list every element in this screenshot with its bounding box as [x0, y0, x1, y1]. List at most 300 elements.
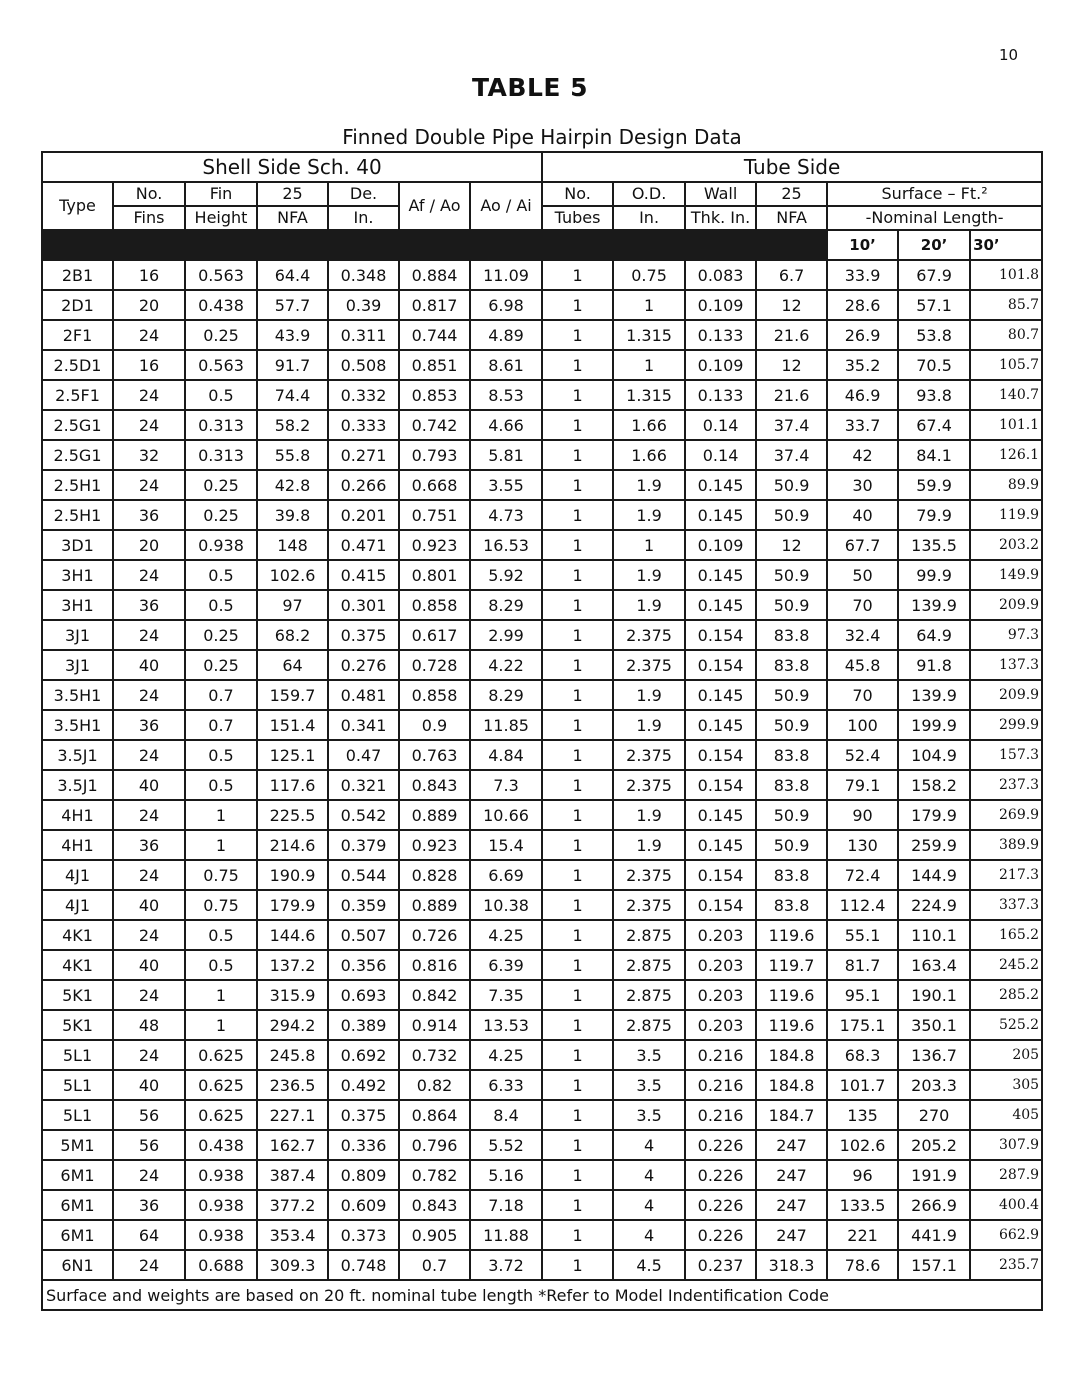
cell-od: 3.5: [613, 1070, 685, 1100]
cell-fins: 40: [113, 770, 185, 800]
cell-fin-height: 0.938: [185, 1160, 257, 1190]
cell-surface-30: 157.3: [970, 740, 1042, 770]
cell-od: 4: [613, 1160, 685, 1190]
table-row: [42, 1070, 1042, 1100]
cell-tubes: 1: [542, 1160, 613, 1190]
col-fins-header-2: Fins: [113, 206, 185, 230]
table-row: [42, 1040, 1042, 1070]
table-row: [42, 920, 1042, 950]
cell-af-ao: 0.617: [399, 620, 470, 650]
cell-surface-20: 163.4: [898, 950, 970, 980]
cell-surface-10: 70: [827, 680, 898, 710]
cell-tubes: 1: [542, 500, 613, 530]
cell-fin-height: 0.313: [185, 410, 257, 440]
cell-surface-20: 441.9: [898, 1220, 970, 1250]
cell-od: 4: [613, 1130, 685, 1160]
cell-nfa-tube: 318.3: [756, 1250, 827, 1280]
cell-ao-ai: 11.85: [470, 710, 542, 740]
cell-surface-10: 175.1: [827, 1010, 898, 1040]
cell-af-ao: 0.858: [399, 590, 470, 620]
table-row: [42, 1160, 1042, 1190]
cell-tubes: 1: [542, 560, 613, 590]
table-row: [42, 560, 1042, 590]
cell-de: 0.348: [328, 260, 399, 290]
cell-af-ao: 0.828: [399, 860, 470, 890]
cell-wall: 0.145: [685, 470, 756, 500]
cell-type: 3.5J1: [42, 770, 113, 800]
table-row: [42, 1130, 1042, 1160]
cell-surface-20: 84.1: [898, 440, 970, 470]
cell-fins: 24: [113, 380, 185, 410]
cell-af-ao: 0.796: [399, 1130, 470, 1160]
col-od-header-2: In.: [613, 206, 685, 230]
col-type-header: Type: [42, 182, 113, 230]
cell-af-ao: 0.843: [399, 1190, 470, 1220]
shell-side-header: Shell Side Sch. 40: [42, 152, 542, 182]
cell-af-ao: 0.843: [399, 770, 470, 800]
cell-de: 0.379: [328, 830, 399, 860]
cell-af-ao: 0.816: [399, 950, 470, 980]
cell-surface-20: 203.3: [898, 1070, 970, 1100]
cell-surface-20: 139.9: [898, 680, 970, 710]
cell-tubes: 1: [542, 740, 613, 770]
cell-od: 2.875: [613, 980, 685, 1010]
cell-de: 0.508: [328, 350, 399, 380]
cell-surface-30: 405: [970, 1100, 1042, 1130]
cell-af-ao: 0.889: [399, 890, 470, 920]
cell-od: 1.315: [613, 320, 685, 350]
cell-surface-20: 191.9: [898, 1160, 970, 1190]
cell-surface-20: 179.9: [898, 800, 970, 830]
cell-type: 3J1: [42, 620, 113, 650]
cell-fin-height: 0.5: [185, 380, 257, 410]
cell-surface-10: 96: [827, 1160, 898, 1190]
cell-nfa-shell: 387.4: [257, 1160, 328, 1190]
cell-nfa-shell: 315.9: [257, 980, 328, 1010]
table-row: [42, 440, 1042, 470]
cell-type: 3H1: [42, 560, 113, 590]
cell-od: 2.375: [613, 860, 685, 890]
cell-type: 4J1: [42, 860, 113, 890]
cell-surface-20: 350.1: [898, 1010, 970, 1040]
cell-fin-height: 0.25: [185, 470, 257, 500]
cell-wall: 0.145: [685, 590, 756, 620]
cell-fins: 24: [113, 470, 185, 500]
cell-surface-30: 205: [970, 1040, 1042, 1070]
cell-tubes: 1: [542, 290, 613, 320]
cell-surface-10: 100: [827, 710, 898, 740]
cell-surface-10: 67.7: [827, 530, 898, 560]
cell-wall: 0.109: [685, 530, 756, 560]
cell-wall: 0.216: [685, 1070, 756, 1100]
cell-fins: 24: [113, 620, 185, 650]
cell-type: 4K1: [42, 950, 113, 980]
cell-tubes: 1: [542, 1250, 613, 1280]
cell-fins: 24: [113, 320, 185, 350]
cell-surface-20: 104.9: [898, 740, 970, 770]
cell-ao-ai: 6.69: [470, 860, 542, 890]
cell-type: 5L1: [42, 1040, 113, 1070]
cell-surface-20: 224.9: [898, 890, 970, 920]
cell-nfa-tube: 21.6: [756, 320, 827, 350]
cell-ao-ai: 5.16: [470, 1160, 542, 1190]
cell-tubes: 1: [542, 470, 613, 500]
cell-de: 0.266: [328, 470, 399, 500]
cell-surface-20: 157.1: [898, 1250, 970, 1280]
cell-tubes: 1: [542, 1130, 613, 1160]
cell-ao-ai: 10.38: [470, 890, 542, 920]
cell-nfa-tube: 50.9: [756, 680, 827, 710]
cell-nfa-shell: 377.2: [257, 1190, 328, 1220]
cell-tubes: 1: [542, 950, 613, 980]
cell-surface-20: 110.1: [898, 920, 970, 950]
table-row: [42, 860, 1042, 890]
cell-surface-30: 119.9: [970, 500, 1042, 530]
cell-fin-height: 0.5: [185, 770, 257, 800]
cell-fins: 24: [113, 800, 185, 830]
table-row: [42, 710, 1042, 740]
col-de-header-1: De.: [328, 182, 399, 206]
cell-de: 0.39: [328, 290, 399, 320]
cell-fins: 36: [113, 590, 185, 620]
cell-od: 1: [613, 290, 685, 320]
cell-tubes: 1: [542, 680, 613, 710]
cell-nfa-tube: 119.6: [756, 1010, 827, 1040]
cell-fins: 24: [113, 1160, 185, 1190]
cell-fin-height: 0.5: [185, 590, 257, 620]
cell-ao-ai: 4.84: [470, 740, 542, 770]
cell-nfa-shell: 148: [257, 530, 328, 560]
table-row: [42, 590, 1042, 620]
cell-af-ao: 0.923: [399, 530, 470, 560]
cell-surface-20: 93.8: [898, 380, 970, 410]
cell-od: 1.9: [613, 710, 685, 740]
table-row: [42, 1100, 1042, 1130]
cell-nfa-tube: 37.4: [756, 410, 827, 440]
cell-surface-30: 209.9: [970, 680, 1042, 710]
cell-surface-20: 139.9: [898, 590, 970, 620]
cell-surface-30: 105.7: [970, 350, 1042, 380]
table-row: [42, 980, 1042, 1010]
cell-surface-10: 46.9: [827, 380, 898, 410]
cell-fins: 24: [113, 980, 185, 1010]
cell-fins: 40: [113, 650, 185, 680]
cell-type: 3.5H1: [42, 680, 113, 710]
cell-de: 0.356: [328, 950, 399, 980]
cell-surface-20: 158.2: [898, 770, 970, 800]
cell-fin-height: 0.25: [185, 650, 257, 680]
cell-de: 0.359: [328, 890, 399, 920]
cell-af-ao: 0.884: [399, 260, 470, 290]
col-nfa-tube-header-1: 25: [756, 182, 827, 206]
cell-nfa-tube: 247: [756, 1160, 827, 1190]
cell-od: 1.66: [613, 410, 685, 440]
cell-de: 0.481: [328, 680, 399, 710]
cell-nfa-tube: 21.6: [756, 380, 827, 410]
cell-tubes: 1: [542, 980, 613, 1010]
cell-af-ao: 0.851: [399, 350, 470, 380]
cell-nfa-tube: 50.9: [756, 710, 827, 740]
cell-af-ao: 0.9: [399, 710, 470, 740]
cell-nfa-tube: 119.6: [756, 980, 827, 1010]
cell-fins: 16: [113, 260, 185, 290]
cell-type: 4H1: [42, 830, 113, 860]
cell-surface-20: 64.9: [898, 620, 970, 650]
cell-nfa-shell: 91.7: [257, 350, 328, 380]
cell-tubes: 1: [542, 350, 613, 380]
cell-surface-30: 203.2: [970, 530, 1042, 560]
cell-surface-10: 40: [827, 500, 898, 530]
length-30-header: 30’: [970, 230, 1042, 260]
cell-wall: 0.109: [685, 290, 756, 320]
col-nfa-tube-header-2: NFA: [756, 206, 827, 230]
cell-od: 2.875: [613, 1010, 685, 1040]
cell-fin-height: 0.625: [185, 1070, 257, 1100]
cell-fin-height: 0.5: [185, 920, 257, 950]
cell-od: 3.5: [613, 1100, 685, 1130]
cell-nfa-shell: 294.2: [257, 1010, 328, 1040]
cell-de: 0.341: [328, 710, 399, 740]
cell-nfa-shell: 74.4: [257, 380, 328, 410]
cell-de: 0.332: [328, 380, 399, 410]
cell-surface-10: 45.8: [827, 650, 898, 680]
col-wall-header-2: Thk. In.: [685, 206, 756, 230]
cell-surface-10: 221: [827, 1220, 898, 1250]
cell-fin-height: 0.5: [185, 950, 257, 980]
cell-surface-30: 237.3: [970, 770, 1042, 800]
cell-od: 1.9: [613, 680, 685, 710]
cell-type: 2.5D1: [42, 350, 113, 380]
cell-surface-30: 126.1: [970, 440, 1042, 470]
cell-fin-height: 0.938: [185, 1220, 257, 1250]
cell-af-ao: 0.668: [399, 470, 470, 500]
cell-wall: 0.154: [685, 770, 756, 800]
cell-ao-ai: 7.3: [470, 770, 542, 800]
cell-ao-ai: 4.66: [470, 410, 542, 440]
cell-nfa-tube: 50.9: [756, 470, 827, 500]
cell-surface-20: 144.9: [898, 860, 970, 890]
cell-de: 0.373: [328, 1220, 399, 1250]
cell-surface-20: 70.5: [898, 350, 970, 380]
cell-ao-ai: 2.99: [470, 620, 542, 650]
cell-surface-30: 287.9: [970, 1160, 1042, 1190]
cell-ao-ai: 5.52: [470, 1130, 542, 1160]
table-subtitle: Finned Double Pipe Hairpin Design Data: [342, 125, 742, 149]
cell-type: 2.5F1: [42, 380, 113, 410]
cell-nfa-shell: 43.9: [257, 320, 328, 350]
table-row: [42, 350, 1042, 380]
page-number: 10: [999, 46, 1019, 64]
cell-fins: 36: [113, 1190, 185, 1220]
cell-af-ao: 0.905: [399, 1220, 470, 1250]
cell-nfa-shell: 64.4: [257, 260, 328, 290]
cell-type: 3D1: [42, 530, 113, 560]
cell-surface-10: 112.4: [827, 890, 898, 920]
cell-surface-30: 299.9: [970, 710, 1042, 740]
cell-surface-20: 135.5: [898, 530, 970, 560]
length-header-row: [42, 230, 1042, 260]
cell-af-ao: 0.817: [399, 290, 470, 320]
table-row: [42, 320, 1042, 350]
footnote: Surface and weights are based on 20 ft. nominal tube length *Refer to Model Indentification Code: [42, 1280, 1042, 1310]
cell-nfa-shell: 144.6: [257, 920, 328, 950]
cell-surface-20: 67.4: [898, 410, 970, 440]
cell-wall: 0.154: [685, 620, 756, 650]
cell-de: 0.301: [328, 590, 399, 620]
cell-de: 0.375: [328, 1100, 399, 1130]
cell-surface-30: 149.9: [970, 560, 1042, 590]
cell-surface-10: 81.7: [827, 950, 898, 980]
cell-wall: 0.154: [685, 740, 756, 770]
cell-type: 4H1: [42, 800, 113, 830]
col-tubes-header-1: No.: [542, 182, 613, 206]
table-row: [42, 470, 1042, 500]
cell-wall: 0.226: [685, 1160, 756, 1190]
black-bar: [42, 230, 827, 260]
cell-surface-10: 55.1: [827, 920, 898, 950]
cell-tubes: 1: [542, 860, 613, 890]
length-20-header: 20’: [898, 230, 970, 260]
cell-type: 5K1: [42, 980, 113, 1010]
cell-fin-height: 0.625: [185, 1040, 257, 1070]
cell-nfa-shell: 309.3: [257, 1250, 328, 1280]
cell-type: 4J1: [42, 890, 113, 920]
cell-tubes: 1: [542, 1010, 613, 1040]
cell-wall: 0.216: [685, 1100, 756, 1130]
cell-tubes: 1: [542, 1040, 613, 1070]
cell-ao-ai: 16.53: [470, 530, 542, 560]
cell-af-ao: 0.744: [399, 320, 470, 350]
cell-ao-ai: 8.4: [470, 1100, 542, 1130]
cell-od: 2.375: [613, 620, 685, 650]
cell-fin-height: 0.7: [185, 710, 257, 740]
table-row: [42, 410, 1042, 440]
cell-af-ao: 0.763: [399, 740, 470, 770]
cell-surface-20: 259.9: [898, 830, 970, 860]
cell-tubes: 1: [542, 1220, 613, 1250]
cell-fin-height: 0.438: [185, 290, 257, 320]
cell-type: 2D1: [42, 290, 113, 320]
col-fins-header-1: No.: [113, 182, 185, 206]
col-ao-ai-header: Ao / Ai: [470, 182, 542, 230]
cell-surface-30: 337.3: [970, 890, 1042, 920]
cell-surface-30: 165.2: [970, 920, 1042, 950]
cell-fins: 36: [113, 710, 185, 740]
cell-wall: 0.216: [685, 1040, 756, 1070]
cell-ao-ai: 4.25: [470, 920, 542, 950]
cell-surface-20: 205.2: [898, 1130, 970, 1160]
cell-de: 0.542: [328, 800, 399, 830]
cell-de: 0.321: [328, 770, 399, 800]
cell-fin-height: 0.625: [185, 1100, 257, 1130]
cell-surface-30: 209.9: [970, 590, 1042, 620]
col-fin-height-header-1: Fin: [185, 182, 257, 206]
cell-de: 0.692: [328, 1040, 399, 1070]
cell-tubes: 1: [542, 650, 613, 680]
cell-fins: 24: [113, 560, 185, 590]
cell-od: 1.9: [613, 470, 685, 500]
cell-nfa-shell: 42.8: [257, 470, 328, 500]
cell-type: 2.5G1: [42, 440, 113, 470]
cell-type: 5L1: [42, 1070, 113, 1100]
cell-tubes: 1: [542, 890, 613, 920]
cell-fins: 36: [113, 830, 185, 860]
col-nfa-shell-header-1: 25: [257, 182, 328, 206]
cell-ao-ai: 4.22: [470, 650, 542, 680]
cell-surface-30: 269.9: [970, 800, 1042, 830]
cell-tubes: 1: [542, 1070, 613, 1100]
cell-de: 0.271: [328, 440, 399, 470]
table-row: [42, 1010, 1042, 1040]
cell-af-ao: 0.726: [399, 920, 470, 950]
col-af-ao-header: Af / Ao: [399, 182, 470, 230]
cell-fins: 24: [113, 740, 185, 770]
cell-fin-height: 0.25: [185, 320, 257, 350]
cell-wall: 0.083: [685, 260, 756, 290]
cell-de: 0.336: [328, 1130, 399, 1160]
cell-nfa-tube: 247: [756, 1130, 827, 1160]
cell-nfa-tube: 247: [756, 1220, 827, 1250]
table-title: TABLE 5: [471, 73, 589, 102]
col-tubes-header-2: Tubes: [542, 206, 613, 230]
cell-type: 6M1: [42, 1220, 113, 1250]
cell-surface-10: 72.4: [827, 860, 898, 890]
cell-nfa-tube: 119.6: [756, 920, 827, 950]
cell-fin-height: 0.938: [185, 530, 257, 560]
table-row: [42, 830, 1042, 860]
cell-nfa-shell: 214.6: [257, 830, 328, 860]
cell-type: 4K1: [42, 920, 113, 950]
cell-surface-30: 245.2: [970, 950, 1042, 980]
cell-ao-ai: 4.73: [470, 500, 542, 530]
cell-od: 2.875: [613, 950, 685, 980]
cell-wall: 0.154: [685, 860, 756, 890]
cell-fins: 16: [113, 350, 185, 380]
cell-nfa-shell: 151.4: [257, 710, 328, 740]
cell-af-ao: 0.7: [399, 1250, 470, 1280]
table-row: [42, 800, 1042, 830]
cell-od: 1.315: [613, 380, 685, 410]
cell-fins: 20: [113, 530, 185, 560]
cell-fins: 48: [113, 1010, 185, 1040]
cell-od: 4: [613, 1220, 685, 1250]
cell-type: 6N1: [42, 1250, 113, 1280]
cell-ao-ai: 6.39: [470, 950, 542, 980]
cell-ao-ai: 8.61: [470, 350, 542, 380]
cell-surface-20: 79.9: [898, 500, 970, 530]
cell-wall: 0.145: [685, 500, 756, 530]
column-header-row-2: [42, 206, 1042, 230]
table-row: [42, 380, 1042, 410]
cell-de: 0.311: [328, 320, 399, 350]
cell-surface-20: 99.9: [898, 560, 970, 590]
cell-surface-30: 662.9: [970, 1220, 1042, 1250]
cell-surface-10: 68.3: [827, 1040, 898, 1070]
cell-surface-20: 190.1: [898, 980, 970, 1010]
col-de-header-2: In.: [328, 206, 399, 230]
cell-nfa-shell: 162.7: [257, 1130, 328, 1160]
cell-nfa-tube: 184.7: [756, 1100, 827, 1130]
cell-surface-30: 307.9: [970, 1130, 1042, 1160]
cell-od: 2.375: [613, 890, 685, 920]
cell-nfa-shell: 125.1: [257, 740, 328, 770]
cell-wall: 0.145: [685, 680, 756, 710]
cell-wall: 0.154: [685, 650, 756, 680]
cell-wall: 0.14: [685, 410, 756, 440]
col-fin-height-header-2: Height: [185, 206, 257, 230]
cell-ao-ai: 6.33: [470, 1070, 542, 1100]
cell-wall: 0.237: [685, 1250, 756, 1280]
